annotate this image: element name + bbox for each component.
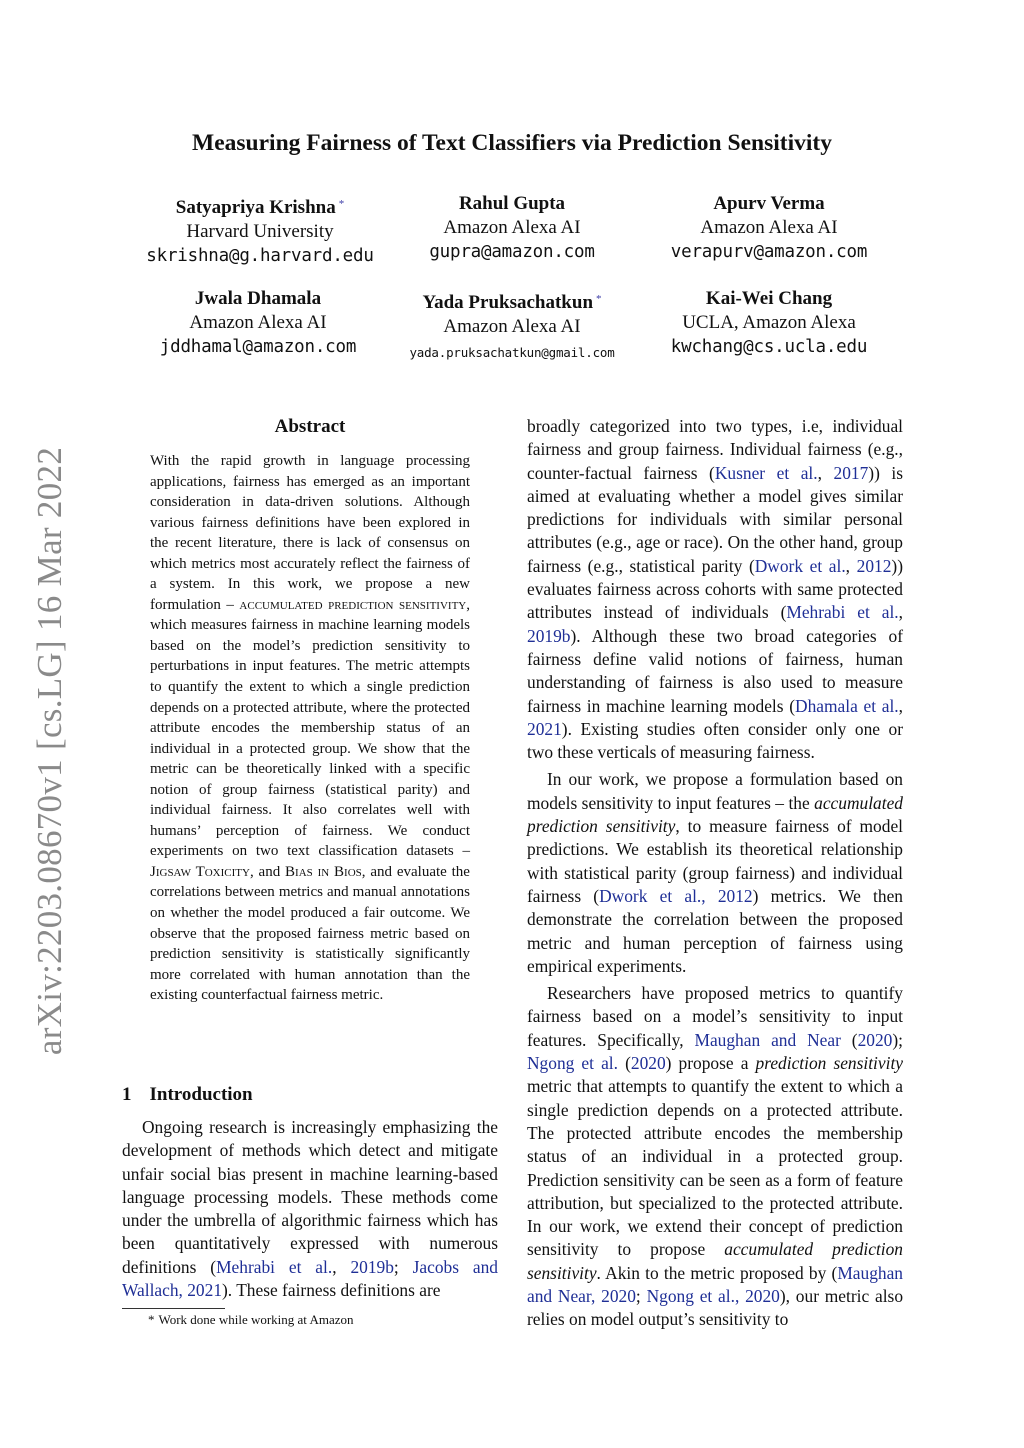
emphasized-term: accumulated prediction sensitivity (527, 792, 903, 837)
citation-link[interactable]: 2012 (856, 555, 892, 576)
author-name: Kai-Wei Chang (705, 288, 833, 309)
dataset-name: Bias in Bios (285, 863, 362, 880)
citation-link[interactable]: Dwork et al. (754, 555, 846, 576)
author-affiliation: Amazon Alexa AI (443, 217, 581, 238)
author-affiliation: Amazon Alexa AI (700, 217, 838, 238)
body-paragraph: In our work, we propose a formulation based on models sensitivity to input features – the accumulated prediction sensitivity, to measure fairness of model predictions. We establish its theoretical relationship with statistical parity (group fairness) and individual fairness (Dwork et al., 2012) metrics. We then demonstrate the correlation between the proposed metric and human perception of fairness using empirical experiments. (527, 769, 903, 976)
author-email[interactable]: kwchang@cs.ucla.edu (670, 337, 868, 357)
author-block (367, 192, 657, 264)
arxiv-identifier: arXiv:2203.08670v1 [cs.LG] 16 Mar 2022 (30, 446, 69, 1056)
citation-link[interactable]: Ngong et al., 2020 (646, 1285, 780, 1306)
author-affiliation: Harvard University (186, 221, 334, 242)
author-email[interactable]: jddhamal@amazon.com (159, 337, 357, 357)
citation-link[interactable]: Dhamala et al. (795, 695, 899, 716)
body-paragraph: broadly categorized into two types, i.e, individual fairness and group fairness. Individual fairness (e.g., counter-factual fairness (Kusner et al., 2017)) is aimed at evaluating whether a model gives similar predictions for individuals with similar personal attributes (e.g., age or race). On the other hand, group fairness (e.g., statistical parity (Dwork et al., 2012)) evaluates fairness across cohorts with same protected attributes instead of individuals (Mehrabi et al., 2019b). Although these two broad categories of fairness define valid notions of fairness, human understanding of fairness is also used to measure fairness in machine learning models (Dhamala et al., 2021). Existing studies often consider only one or two these verticals of measuring fairness. (527, 416, 904, 763)
author-block (113, 287, 403, 359)
author-email[interactable]: verapurv@amazon.com (670, 242, 868, 262)
arxiv-side-stamp (22, 445, 78, 1057)
section-number: 1 (122, 1084, 132, 1105)
citation-link[interactable]: 2019b (527, 625, 571, 646)
method-name: accumulated prediction sensitivity (239, 596, 467, 613)
footnote-rule (122, 1308, 225, 1309)
body-paragraph: Researchers have proposed metrics to quantify fairness based on a model’s sensitivity to input features. Specifically, Maughan and Near (2020); Ngong et al. (2020) propose a prediction sensitivity metric that attempts to quantify the extent to which a single prediction depends on a protected attribute. The protected attribute encodes the membership status of an individual in a protected group. Prediction sensitivity can be seen as a form of feature attribution, but specialized to the protected attribute. In our work, we extend their concept of prediction sensitivity to propose accumulated prediction sensitivity. Akin to the metric proposed by (Maughan and Near, 2020; Ngong et al., 2020), our metric also relies on model output’s sensitivity to (527, 983, 904, 1330)
author-affiliation: Amazon Alexa AI (443, 316, 581, 337)
citation-link[interactable]: Mehrabi et al. (216, 1256, 333, 1277)
citation-link[interactable]: Dwork et al., 2012 (599, 885, 753, 906)
author-block (367, 287, 657, 365)
footnote-text: Work done while working at Amazon (158, 1312, 354, 1327)
citation-link[interactable]: Jacobs and Wallach, 2021 (122, 1256, 498, 1301)
citation-link[interactable]: 2020 (857, 1029, 893, 1050)
author-block (624, 287, 914, 359)
citation-link[interactable]: Kusner et al. (714, 462, 818, 483)
right-column (527, 415, 903, 1332)
author-name: Satyapriya Krishna * (175, 197, 345, 218)
author-name: Rahul Gupta (458, 193, 566, 214)
author-footnote-mark: * (338, 198, 345, 210)
citation-link[interactable]: 2017 (833, 462, 869, 483)
footnote (148, 1312, 354, 1328)
citation-link[interactable]: Ngong et al. (527, 1053, 618, 1074)
dataset-name: Jigsaw Toxicity (150, 863, 250, 880)
author-affiliation: UCLA, Amazon Alexa (682, 312, 856, 333)
author-email[interactable]: yada.pruksachatkun@gmail.com (409, 345, 615, 360)
author-email[interactable]: skrishna@g.harvard.edu (146, 246, 374, 266)
author-name: Yada Pruksachatkun * (422, 292, 602, 313)
author-email[interactable]: gupra@amazon.com (429, 242, 595, 262)
emphasized-term: accumulated prediction sensitivity (527, 1239, 903, 1283)
author-name: Jwala Dhamala (194, 288, 322, 309)
footnote-mark: * (148, 1312, 155, 1327)
author-block (115, 192, 405, 268)
citation-link[interactable]: Maughan and Near (694, 1029, 841, 1050)
author-footnote-mark: * (596, 293, 602, 305)
section-heading-introduction (122, 1084, 253, 1106)
author-name: Apurv Verma (713, 193, 825, 214)
intro-paragraph: Ongoing research is increasingly emphasizing the development of methods which detect and mitigate unfair social bias present in machine learning-based language processing models. These methods come under the umbrella of algorithmic fairness which has been quantitatively expressed with numerous definitions (Mehrabi et al., 2019b; Jacobs and Wallach, 2021). These fairness definitions are (122, 1117, 498, 1301)
paper-title: Measuring Fairness of Text Classifiers via Prediction Sensitivity (192, 130, 832, 156)
abstract-body: With the rapid growth in language processing applications, fairness has emerged as an important consideration in data-driven solutions. Although various fairness definitions have been explored in the recent literature, there is lack of consensus on which metrics most accurately reflect the fairness of a system. In this work, we propose a new formulation – accumulated prediction sensitivity, which measures fairness in machine learning models based on the model’s prediction sensitivity to perturbations in input features. The metric attempts to quantify the extent to which a single prediction depends on a protected attribute, where the protected attribute encodes the membership status of an individual in a protected group. We show that the metric can be theoretically linked with a specific notion of group fairness (statistical parity) and individual fairness. It also correlates well with humans’ perception of fairness. We conduct experiments on two text classification datasets – Jigsaw Toxicity, and Bias in Bios, and evaluate the correlations between metrics and manual annotations on whether the model produced a fair outcome. We observe that the proposed fairness metric based on prediction sensitivity is statistically significantly more correlated with human annotation than the existing counterfactual fairness metric. (150, 453, 470, 1004)
citation-link[interactable]: Maughan and Near, 2020 (527, 1262, 903, 1306)
author-affiliation: Amazon Alexa AI (189, 312, 327, 333)
citation-link[interactable]: 2019b (350, 1256, 394, 1277)
section-title: Introduction (149, 1084, 253, 1105)
citation-link[interactable]: Mehrabi et al. (786, 602, 899, 623)
author-block (624, 192, 914, 264)
emphasized-term: prediction sensitivity (755, 1053, 903, 1074)
citation-link[interactable]: 2021 (527, 718, 562, 739)
citation-link[interactable]: 2020 (630, 1053, 666, 1074)
abstract-heading: Abstract (274, 416, 346, 437)
